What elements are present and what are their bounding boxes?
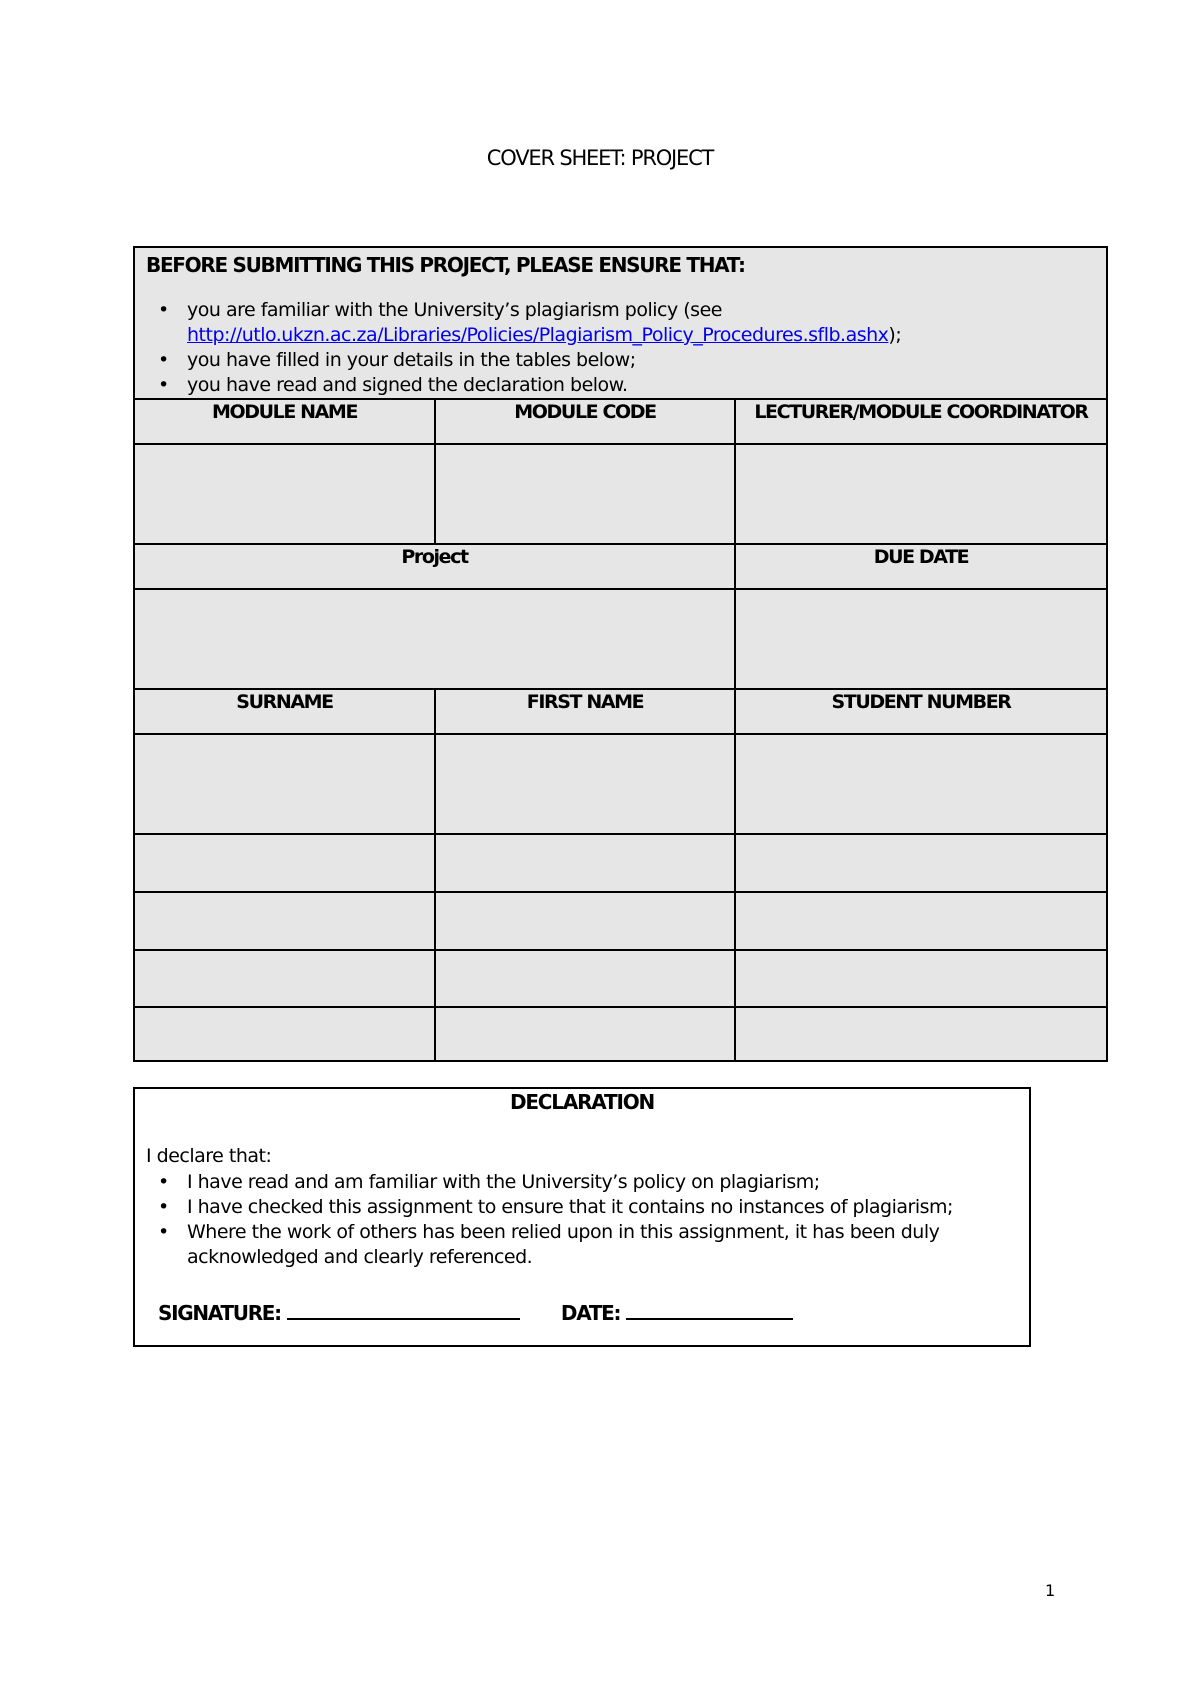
declaration-section — [133, 1087, 1031, 1347]
signature-label: SIGNATURE: — [158, 1301, 281, 1325]
instruction-declaration-text: you have read and signed the declaration below. — [187, 374, 628, 396]
instruction-policy-suffix: ); — [888, 324, 902, 346]
page-title: COVER SHEET: PROJECT — [486, 146, 714, 170]
first-name-field[interactable] — [434, 735, 734, 833]
table-row — [135, 949, 1106, 1006]
table-row — [135, 443, 1106, 543]
project-header: Project — [401, 546, 468, 568]
declaration-item-text: Where the work of others has been relied upon in this assignment, it has been duly acknowledged and clearly referenced. — [187, 1221, 940, 1268]
first-name-field[interactable] — [434, 951, 734, 1006]
cover-sheet-form — [133, 246, 1108, 1062]
table-header-row — [135, 688, 1106, 733]
module-code-header: MODULE CODE — [434, 400, 734, 443]
surname-field[interactable] — [135, 835, 434, 891]
surname-header: SURNAME — [236, 691, 333, 713]
due-date-header: DUE DATE — [734, 545, 1106, 588]
table-header-row — [135, 398, 1106, 443]
declaration-list — [135, 1170, 1029, 1270]
module-name-field[interactable] — [135, 445, 434, 543]
first-name-field[interactable] — [434, 835, 734, 891]
module-name-header: MODULE NAME — [211, 401, 358, 423]
project-field[interactable] — [135, 590, 734, 688]
table-row — [135, 733, 1106, 833]
date-label: DATE: — [560, 1301, 621, 1325]
date-line[interactable] — [626, 1300, 793, 1320]
student-number-field[interactable] — [734, 835, 1106, 891]
declaration-item-text: I have checked this assignment to ensure that it contains no instances of plagiarism; — [187, 1196, 953, 1218]
table-header-row — [135, 543, 1106, 588]
instruction-item-declaration — [135, 373, 1106, 398]
table-row — [135, 1006, 1106, 1060]
lecturer-field[interactable] — [734, 445, 1106, 543]
signature-row — [158, 1300, 793, 1325]
instruction-item-policy — [135, 298, 1106, 348]
surname-field[interactable] — [135, 951, 434, 1006]
student-number-field[interactable] — [734, 735, 1106, 833]
table-row — [135, 588, 1106, 688]
student-number-field[interactable] — [734, 951, 1106, 1006]
first-name-field[interactable] — [434, 1008, 734, 1060]
declaration-item-text: I have read and am familiar with the University’s policy on plagiarism; — [187, 1171, 820, 1193]
student-number-header: STUDENT NUMBER — [734, 690, 1106, 733]
declaration-item — [135, 1195, 1029, 1220]
instructions-section — [135, 248, 1106, 398]
instruction-item-details — [135, 348, 1106, 373]
declaration-item — [135, 1220, 1029, 1270]
declaration-intro: I declare that: — [146, 1145, 272, 1167]
lecturer-header: LECTURER/MODULE COORDINATOR — [734, 400, 1106, 443]
student-number-field[interactable] — [734, 1008, 1106, 1060]
signature-line[interactable] — [287, 1300, 520, 1320]
table-row — [135, 833, 1106, 891]
instruction-details-text: you have filled in your details in the tables below; — [187, 349, 636, 371]
due-date-field[interactable] — [734, 590, 1106, 688]
surname-field[interactable] — [135, 1008, 434, 1060]
declaration-title: DECLARATION — [509, 1090, 655, 1114]
student-number-field[interactable] — [734, 893, 1106, 949]
instructions-heading: BEFORE SUBMITTING THIS PROJECT, PLEASE ENSURE THAT: — [146, 253, 745, 277]
page-number: 1 — [1045, 1581, 1056, 1600]
surname-field[interactable] — [135, 893, 434, 949]
instruction-policy-text: you are familiar with the University’s plagiarism policy (see — [187, 299, 722, 321]
surname-field[interactable] — [135, 735, 434, 833]
instructions-list — [135, 298, 1106, 398]
table-row — [135, 891, 1106, 949]
first-name-header: FIRST NAME — [434, 690, 734, 733]
first-name-field[interactable] — [434, 893, 734, 949]
module-code-field[interactable] — [434, 445, 734, 543]
plagiarism-policy-link[interactable]: http://utlo.ukzn.ac.za/Libraries/Policies/Plagiarism_Policy_Procedures.sflb.ashx — [187, 324, 889, 346]
declaration-item — [135, 1170, 1029, 1195]
